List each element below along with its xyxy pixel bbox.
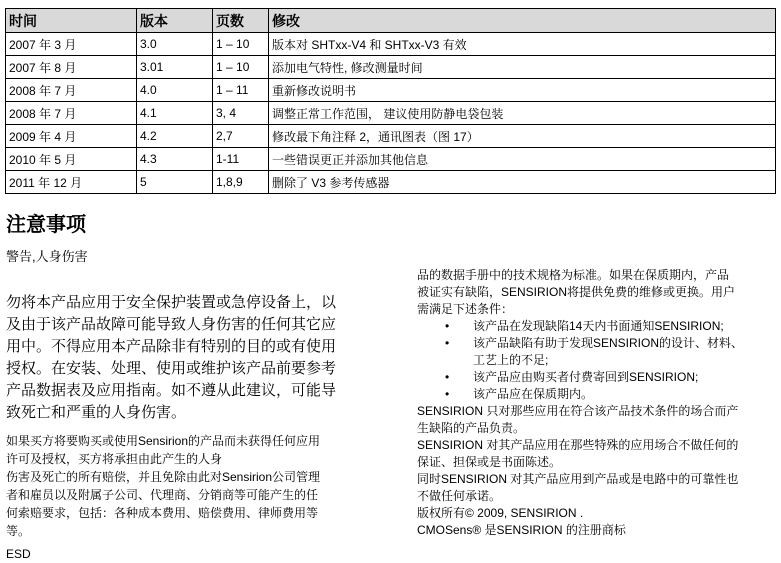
warranty-special-applications <box>417 437 779 471</box>
warranty-intro <box>417 267 779 318</box>
warranty-reliability <box>417 471 779 505</box>
liability-line: 伤害及死亡的所有赔偿，并且免除由此对Sensirion公司管理 <box>6 470 321 484</box>
table-row <box>6 79 776 102</box>
table-cell-pages: 2,7 <box>213 125 269 148</box>
scope-line: 生缺陷的产品负责。 <box>417 421 526 435</box>
liability-line: 何索赔要求，包括：各种成本费用、赔偿费用、律师费用等 <box>6 506 319 520</box>
liability-line: 如果买方将要购买或使用Sensirion的产品而未获得任何应用 <box>6 434 321 448</box>
injury-warning-text <box>6 292 362 424</box>
table-cell-time: 2008 年 7 月 <box>6 102 137 125</box>
bullet-icon: • <box>445 336 450 350</box>
revision-history-table <box>5 8 776 194</box>
reliability-line: 不做任何承诺。 <box>417 489 502 503</box>
table-cell-pages: 1 – 10 <box>213 33 269 56</box>
table-row <box>6 33 776 56</box>
table-cell-version: 4.2 <box>137 125 213 148</box>
warning-line: 及由于该产品故障可能导致人身伤害的任何其它应 <box>6 316 337 333</box>
esd-heading-cut: ESD <box>6 547 31 561</box>
warranty-intro-line: 被证实有缺陷，SENSIRION将提供免费的维修或更换。用户 <box>417 285 736 299</box>
condition-text: 该产品应由购买者付费寄回到SENSIRION; <box>473 370 699 384</box>
warning-line: 产品数据表及应用指南。如不遵从此建议，可能导 <box>6 382 337 399</box>
list-item <box>417 335 779 369</box>
table-row <box>6 56 776 79</box>
table-row <box>6 148 776 171</box>
table-cell-version: 4.1 <box>137 102 213 125</box>
warranty-intro-line: 品的数据手册中的技术规格为标准。如果在保质期内，产品 <box>417 268 730 282</box>
table-cell-version: 4.0 <box>137 79 213 102</box>
table-cell-changes: 重新修改说明书 <box>269 79 776 102</box>
column-header-time: 时间 <box>6 9 137 33</box>
warranty-conditions-list <box>417 318 779 403</box>
liability-text <box>6 432 366 540</box>
warning-line: 用中。不得应用本产品除非有特别的目的或有使用 <box>6 338 337 355</box>
bullet-icon: • <box>445 319 450 333</box>
scope-line: SENSIRION 只对那些应用在符合该产品技术条件的场合而产 <box>417 404 739 418</box>
warranty-column <box>417 267 779 539</box>
liability-line: 者和雇员以及附属子公司、代理商、分销商等可能产生的任 <box>6 488 319 502</box>
table-cell-time: 2011 年 12 月 <box>6 171 137 194</box>
table-row <box>6 102 776 125</box>
special-line: SENSIRION 对其产品应用在那些特殊的应用场合不做任何的 <box>417 438 739 452</box>
table-cell-changes: 添加电气特性, 修改测量时间 <box>269 56 776 79</box>
trademark-notice: CMOSens® 是SENSIRION 的注册商标 <box>417 523 626 537</box>
table-cell-pages: 1,8,9 <box>213 171 269 194</box>
table-cell-changes: 版本对 SHTxx-V4 和 SHTxx-V3 有效 <box>269 33 776 56</box>
column-header-changes: 修改 <box>269 9 776 33</box>
table-cell-time: 2007 年 8 月 <box>6 56 137 79</box>
table-cell-version: 5 <box>137 171 213 194</box>
bullet-icon: • <box>445 370 450 384</box>
warning-line: 致死亡和严重的人身伤害。 <box>6 404 187 421</box>
table-cell-version: 3.01 <box>137 56 213 79</box>
list-item <box>417 386 779 403</box>
notice-title: 注意事项 <box>6 214 86 236</box>
column-header-pages: 页数 <box>213 9 269 33</box>
table-cell-pages: 1 – 10 <box>213 56 269 79</box>
liability-line: 许可及授权，买方将承担由此产生的人身 <box>6 452 223 466</box>
warning-line: 勿将本产品应用于安全保护装置或急停设备上，以 <box>6 294 337 311</box>
table-cell-version: 3.0 <box>137 33 213 56</box>
condition-text: 该产品应在保质期内。 <box>473 387 594 401</box>
table-cell-changes: 调整正常工作范围， 建议使用防静电袋包装 <box>269 102 776 125</box>
reliability-line: 同时SENSIRION 对其产品应用到产品或是电路中的可靠性也 <box>417 472 739 486</box>
warranty-scope <box>417 403 779 437</box>
warranty-intro-line: 需满足下述条件： <box>417 302 514 316</box>
warning-subtitle: 警告,人身伤害 <box>6 249 88 264</box>
special-line: 保证、担保或是书面陈述。 <box>417 455 562 469</box>
table-cell-time: 2008 年 7 月 <box>6 79 137 102</box>
warning-line: 授权。在安装、处理、使用或维护该产品前要参考 <box>6 360 337 377</box>
table-cell-time: 2010 年 5 月 <box>6 148 137 171</box>
column-header-version: 版本 <box>137 9 213 33</box>
list-item <box>417 369 779 386</box>
condition-text: 该产品在发现缺陷14天内书面通知SENSIRION; <box>473 319 724 333</box>
table-cell-time: 2007 年 3 月 <box>6 33 137 56</box>
bullet-icon: • <box>445 387 450 401</box>
condition-text: 该产品缺陷有助于发现SENSIRION的设计、材料、 工艺上的不足; <box>473 336 744 367</box>
table-row <box>6 171 776 194</box>
copyright-notice: 版权所有© 2009, SENSIRION . <box>417 506 584 520</box>
table-header-row <box>6 9 776 33</box>
table-cell-changes: 删除了 V3 参考传感器 <box>269 171 776 194</box>
table-row <box>6 125 776 148</box>
list-item <box>417 318 779 335</box>
table-cell-pages: 1 – 11 <box>213 79 269 102</box>
table-cell-changes: 一些错误更正并添加其他信息 <box>269 148 776 171</box>
table-cell-pages: 1-11 <box>213 148 269 171</box>
liability-line: 等。 <box>6 524 31 538</box>
table-cell-version: 4.3 <box>137 148 213 171</box>
table-cell-time: 2009 年 4 月 <box>6 125 137 148</box>
table-cell-pages: 3, 4 <box>213 102 269 125</box>
table-cell-changes: 修改最下角注释 2，通讯图表（图 17） <box>269 125 776 148</box>
